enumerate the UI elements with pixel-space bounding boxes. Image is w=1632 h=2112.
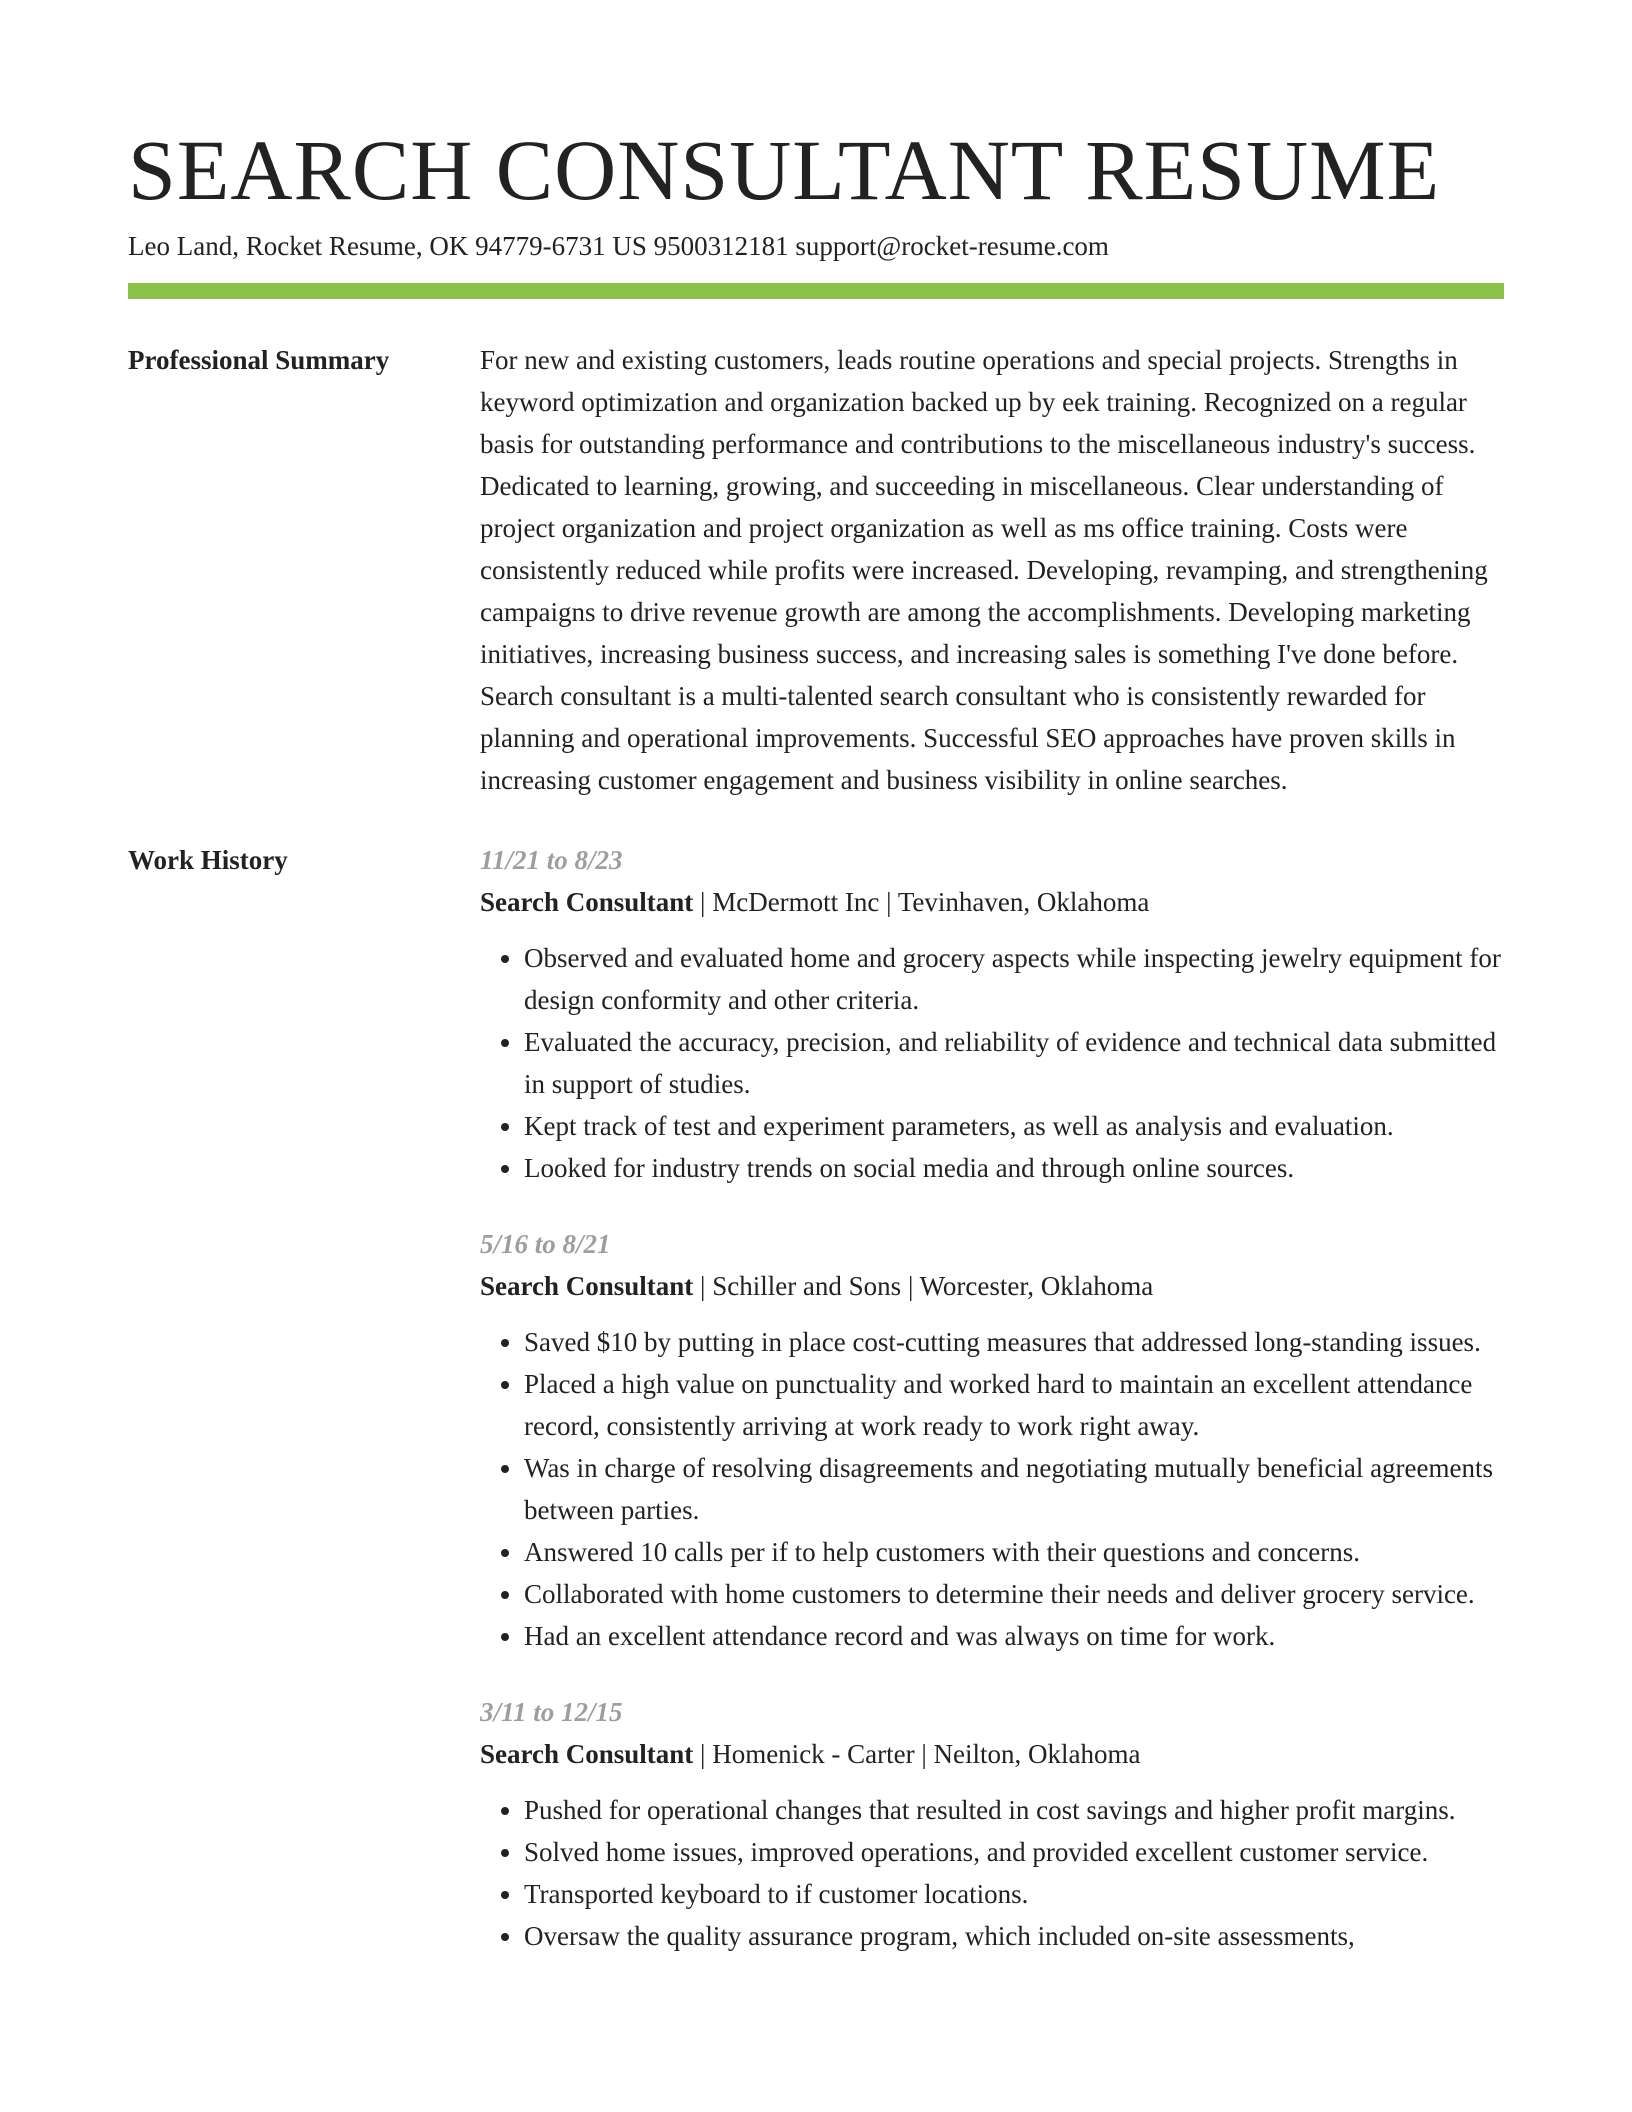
resume-page — [128, 120, 1504, 1991]
job-heading — [480, 881, 1504, 923]
work-history-body — [480, 839, 1504, 1991]
job-dates: 11/21 to 8/23 — [480, 845, 623, 875]
job-bullet: • Saved $10 by putting in place cost-cutting measures that addressed long-standing issues. — [524, 1321, 1504, 1363]
resume-title: SEARCH CONSULTANT RESUME — [128, 122, 1441, 218]
summary-heading: Professional Summary — [128, 345, 390, 375]
work-history-heading: Work History — [128, 845, 288, 875]
job-heading — [480, 1733, 1504, 1775]
job-bullet: • Answered 10 calls per if to help customers with their questions and concerns. — [524, 1531, 1504, 1573]
job-heading — [480, 1265, 1504, 1307]
summary-body — [480, 339, 1504, 801]
job-bullet: • Kept track of test and experiment parameters, as well as analysis and evaluation. — [524, 1105, 1504, 1147]
job-bullet: • Pushed for operational changes that resulted in cost savings and higher profit margins. — [524, 1789, 1504, 1831]
job-dates: 3/11 to 12/15 — [480, 1697, 623, 1727]
job-details: | Schiller and Sons | Worcester, Oklahoma — [693, 1271, 1154, 1301]
work-history-section — [128, 839, 1504, 1991]
job-details: | McDermott Inc | Tevinhaven, Oklahoma — [693, 887, 1150, 917]
job-bullets — [480, 937, 1504, 1189]
job-title: Search Consultant — [480, 1739, 694, 1769]
job-entry — [480, 1691, 1504, 1957]
job-bullet: • Evaluated the accuracy, precision, and reliability of evidence and technical data submitted in support of studies. — [524, 1021, 1504, 1105]
job-bullet: • Placed a high value on punctuality and worked hard to maintain an excellent attendance record, consistently arriving at work ready to work right away. — [524, 1363, 1504, 1447]
job-bullet: • Transported keyboard to if customer locations. — [524, 1873, 1504, 1915]
job-bullet: • Looked for industry trends on social media and through online sources. — [524, 1147, 1504, 1189]
accent-divider — [128, 283, 1504, 299]
job-dates: 5/16 to 8/21 — [480, 1229, 611, 1259]
job-bullet: • Observed and evaluated home and grocery aspects while inspecting jewelry equipment for design conformity and other criteria. — [524, 937, 1504, 1021]
job-entry — [480, 839, 1504, 1189]
job-bullet: • Had an excellent attendance record and was always on time for work. — [524, 1615, 1504, 1657]
job-bullets — [480, 1321, 1504, 1657]
contact-line: Leo Land, Rocket Resume, OK 94779-6731 US 9500312181 support@rocket-resume.com — [128, 231, 1109, 261]
summary-text: For new and existing customers, leads routine operations and special projects. Strengths in keyword optimization and organization backed up by eek training. Recognized on a regular basis for outstanding performance and contributions to the miscellaneous industry's success. Dedicated to learning, growing, and succeeding in miscellaneous. Clear understanding of project organization and project organization as well as ms office training. Costs were consistently reduced while profits were increased. Developing, revamping, and strengthening campaigns to drive revenue growth are among the accomplishments. Developing marketing initiatives, increasing business success, and increasing sales is something I've done before. Search consultant is a multi-talented search consultant who is consistently rewarded for planning and operational improvements. Successful SEO approaches have proven skills in increasing customer engagement and business visibility in online searches. — [480, 345, 1488, 795]
job-bullet: • Solved home issues, improved operations, and provided excellent customer service. — [524, 1831, 1504, 1873]
job-title: Search Consultant — [480, 887, 694, 917]
job-bullet: • Was in charge of resolving disagreements and negotiating mutually beneficial agreements between parties. — [524, 1447, 1504, 1531]
job-bullets — [480, 1789, 1504, 1957]
job-entry — [480, 1223, 1504, 1657]
job-details: | Homenick - Carter | Neilton, Oklahoma — [693, 1739, 1141, 1769]
job-bullet: • Collaborated with home customers to determine their needs and deliver grocery service. — [524, 1573, 1504, 1615]
job-title: Search Consultant — [480, 1271, 694, 1301]
summary-section — [128, 339, 1504, 801]
job-bullet: • Oversaw the quality assurance program, which included on-site assessments, — [524, 1915, 1504, 1957]
